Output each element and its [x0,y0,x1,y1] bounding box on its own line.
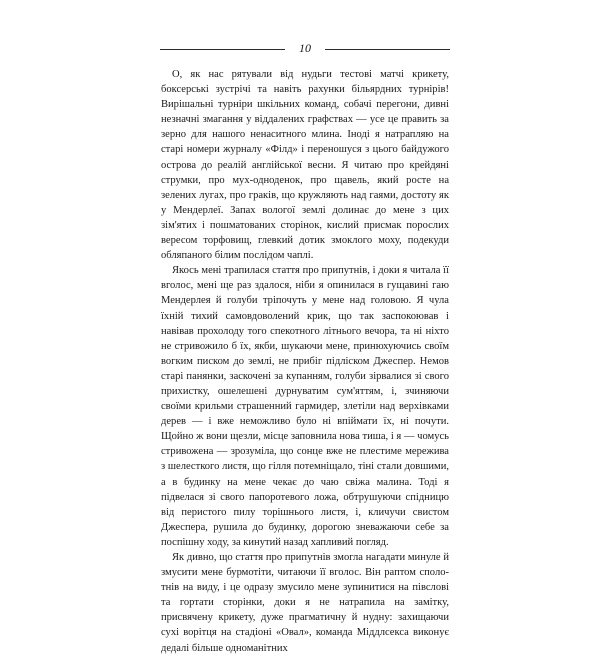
paragraph-2: Якось мені трапилася стаття про припутнів, і доки я читала її вголос, мені ще раз здалося, ніби я опинилася в гущавині гаю Мендерлея й голуби тріпочуть у мене над головою. Я чула їхній тихий самовдоволений крик, що так заспокоював і навівав прохолоду того спекотного літнього вечора, та ні ніхто не стривожило б їх, якби, шукаючи мене, принюхуючись своїм вогким писком до землі, не прибіг підліском Джеспер. Немов старі панянки, заскочені за купанням, голуби зірвалися зі свого прихистку, ошелешені дурнуватим сум'яттям, і, зчиняючи своїми крильми страшенний гармидер, злетіли над верхівками дерев — і вже неможливо було ні впіймати їх, ні почути. Щойно ж вони щезли, місце заповнила нова тиша, і я — чомусь стривожена — зрозуміла, що сонце вже не плестиме мережива з шелесткого листя, що гілля потемніщало, тіні стали довшими, а в будинку на мене чекає до чаю свіжа малина. Тоді я підвелася зі свого папоротевого ложа, обтрушуючи спідницю від перистого пилу торішнього листя, і, кличучи свистом Джеспера, рушила до будинку, дорогою зневажаючи себе за поспішну ходу, за кинутий назад хапливий погляд. [161,265,449,548]
page-number: 10 [299,41,311,55]
header-rule-right [325,49,450,50]
page-header [160,42,450,56]
body-text [161,67,449,656]
header-rule-left [160,49,285,50]
paragraph-1: О, як нас рятували від нудьги тестові матчі крикету, боксерські зустрічі та навіть рахунки більярдних турнірів! Вирішальні турніри шкільних команд, собачі перегони, дивні незначні змагання у віддалених графствах — усе це править за зерно для нашого ненаситного млина. Іноді я натрапляю на старі номери журналу «Філд» і переношуся з цього байдужого острова до реалій англійської весни. Я читаю про крейдяні струмки, про мух-одноденок, про щавель, який росте на зелених лугах, про граків, що кружляють над гаями, достоту як у Мендерлеї. Запах вологої землі долинає до мене з цих зім'ятих і пошматованих сторінок, кислий присмак порослих вересом торфовищ, глевкий дотик змоклого моху, подекуди обляпаного білим послідом чаплі. [161,69,449,262]
paragraph-3: Як дивно, що стаття про припутнів змогла нагадати минуле й змусити мене бурмотіти, читаючи її вголос. Він раптом споло-тнів на виду, і це одразу змусило мене зупинитися на півслові та гортати сторінки, доки я не натрапила на замітку, присвячену крикету, дуже прагматичну й нудну: захищаючи сухі ворітця на стадіоні «Овал», команда Міддлсекса виконує дедалі більше одноманітних [161,552,449,654]
